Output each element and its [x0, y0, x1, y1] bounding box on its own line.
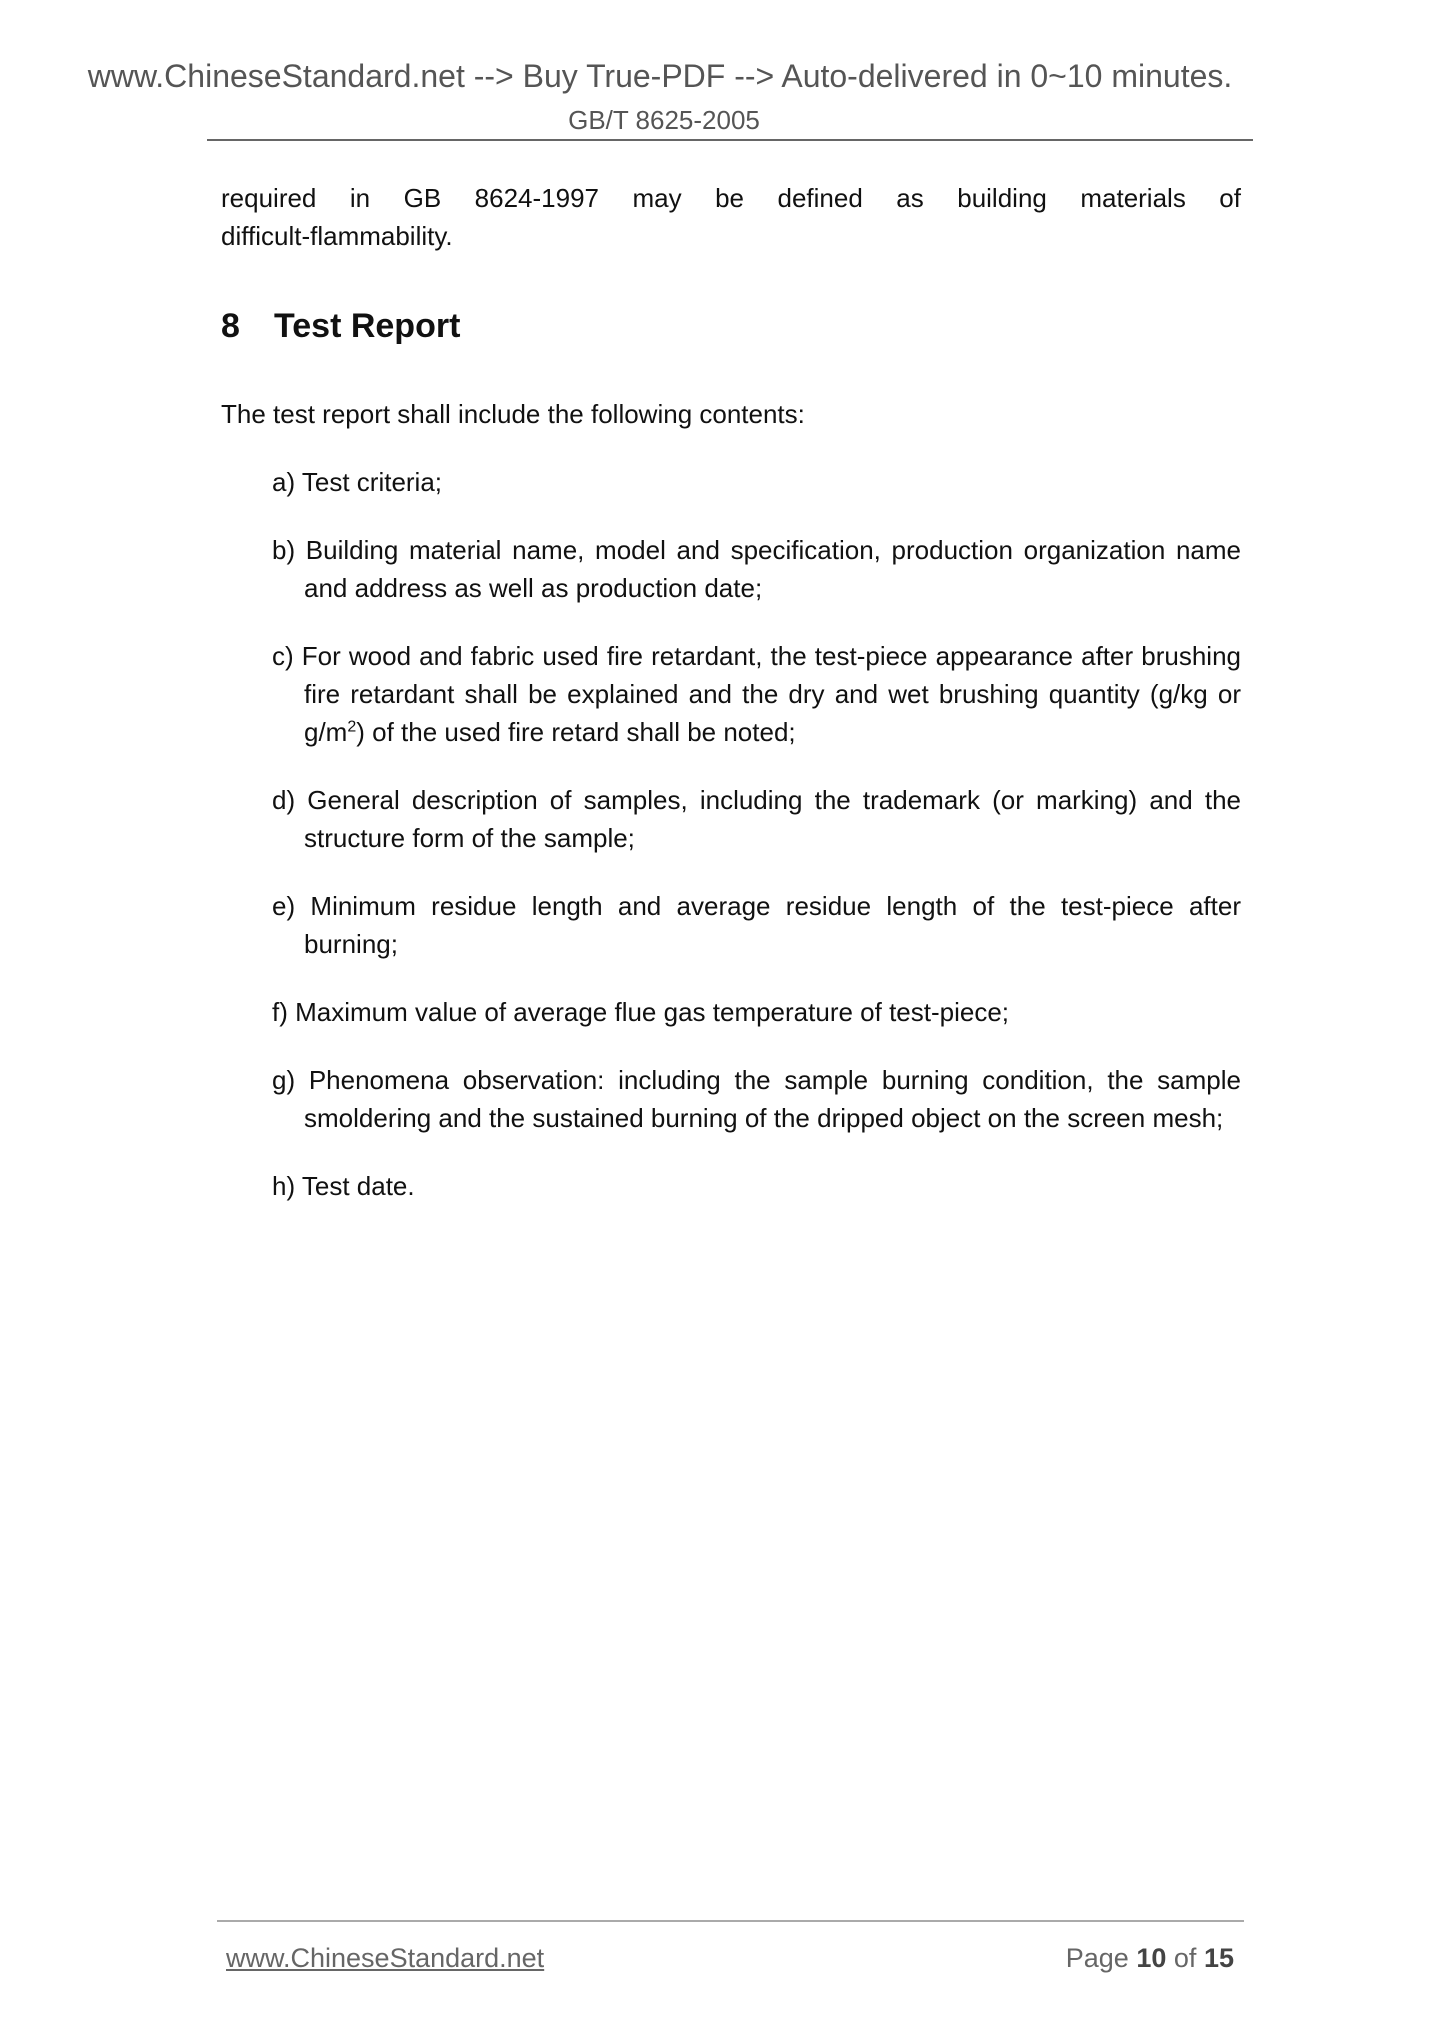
top-banner: www.ChineseStandard.net --> Buy True-PDF --> Auto-delivered in 0~10 minutes. [87, 58, 1233, 94]
section-heading [221, 304, 460, 348]
continued-paragraph [221, 179, 1241, 255]
page-label: Page [1065, 1943, 1129, 1973]
list-item: d) General description of samples, including the trademark (or marking) and the structure form of the sample; [272, 785, 1241, 853]
list-item [272, 637, 1241, 751]
superscript: 2 [347, 718, 357, 736]
report-contents-list [272, 463, 1241, 1235]
list-item-text: c) For wood and fabric used fire retardant, the test-piece appearance after brushing fire retardant shall be explained and the dry and wet brushing quantity (g/kg or g/m [272, 641, 1241, 747]
list-item: h) Test date. [272, 1171, 415, 1201]
section-number: 8 [221, 307, 240, 345]
footer-divider [217, 1920, 1244, 1922]
page-of: of [1173, 1943, 1197, 1973]
list-item: b) Building material name, model and specification, production organization name and address as well as production date; [272, 535, 1241, 603]
header-divider [207, 139, 1253, 141]
list-item: g) Phenomena observation: including the sample burning condition, the sample smoldering and the sustained burning of the dripped object on the screen mesh; [272, 1065, 1241, 1133]
standard-code: GB/T 8625-2005 [568, 105, 760, 135]
page-number [1066, 1941, 1234, 1975]
list-item: a) Test criteria; [272, 467, 443, 497]
list-item-text-tail: ) of the used fire retard shall be noted; [356, 717, 796, 747]
paragraph-line: required in GB 8624-1997 may be defined as building materials of [221, 183, 1241, 213]
paragraph-line: difficult-flammability. [221, 221, 453, 251]
footer-site-link[interactable]: www.ChineseStandard.net [226, 1943, 545, 1973]
page-total: 15 [1203, 1943, 1234, 1973]
section-title: Test Report [274, 307, 461, 345]
list-item: e) Minimum residue length and average residue length of the test-piece after burning; [272, 891, 1241, 959]
page-current: 10 [1136, 1943, 1167, 1973]
list-item: f) Maximum value of average flue gas temperature of test-piece; [272, 997, 1010, 1027]
lead-paragraph: The test report shall include the following contents: [221, 399, 805, 429]
